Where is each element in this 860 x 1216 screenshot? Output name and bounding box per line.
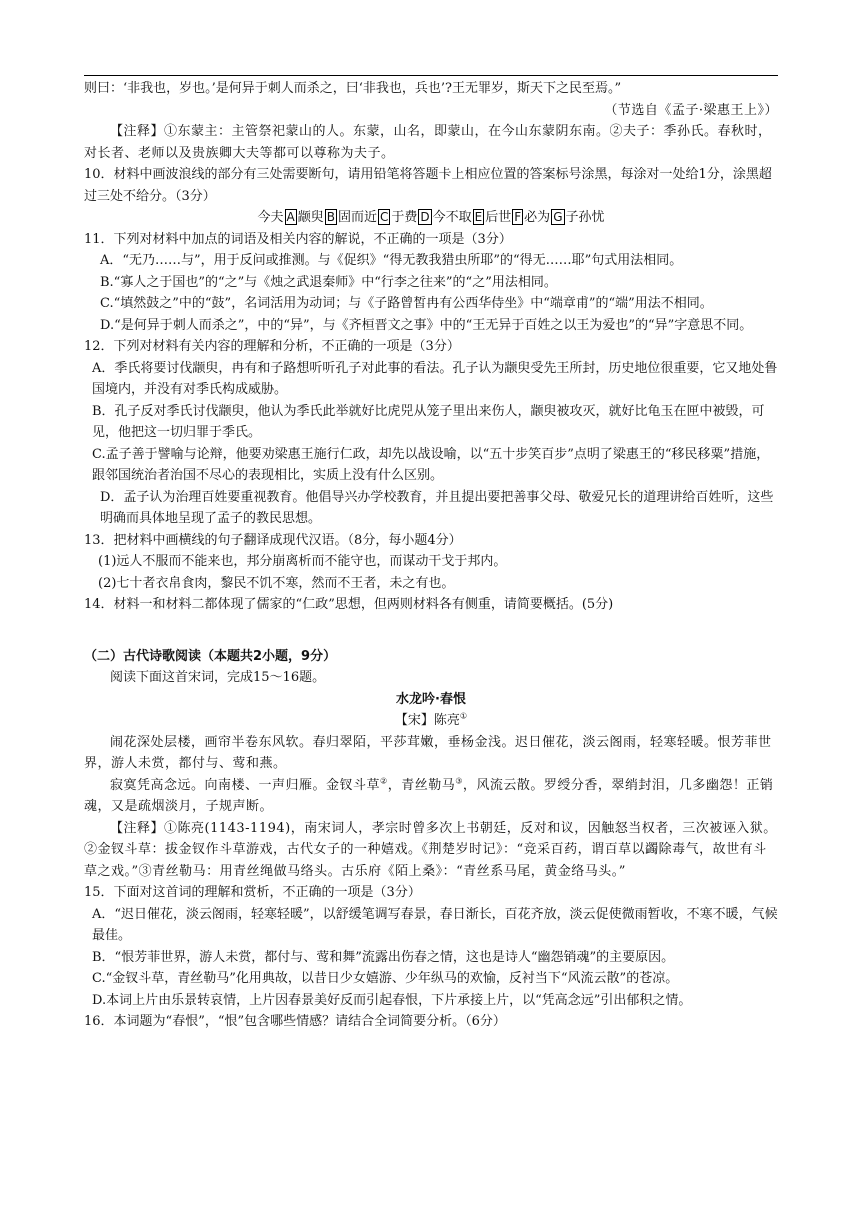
author-footnote-mark: ① [459, 711, 468, 721]
q15-option-b: B．“恨芳菲世界，游人未赏，都付与、莺和舞”流露出伤春之情，这也是诗人“幽怨销魂”的主要原因。 [92, 949, 675, 965]
poem-author [84, 710, 778, 732]
question-13-stem: 13．把材料中画横线的句子翻译成现代汉语。（8分，每小题4分） [84, 532, 462, 548]
q12-option-b: B．孔子反对季氏讨伐颛臾，他认为季氏此举就好比虎兕从笼子里出来伤人，颛臾被攻灭，就好比龟玉在匣中被毁，可见，他把这一切归罪于季氏。 [92, 403, 765, 440]
q15-option-a: A．“迟日催花，淡云阁雨，轻寒轻暖”，以舒缓笔调写春景，春日渐长，百花齐放，淡云促使微雨暂收，不寒不暖，气候最佳。 [92, 906, 778, 943]
question-14: 14．材料一和材料二都体现了儒家的“仁政”思想，但两则材料各有侧重，请简要概括。(5分) [84, 597, 614, 612]
q15-option-d: D.本词上片由乐景转哀情，上片因春景美好反而引起春恨，下片承接上片，以“凭高念远”引出郁积之情。 [92, 992, 692, 1008]
question-11-stem: 11．下列对材料中加点的词语及相关内容的解说，不正确的一项是（3分） [84, 231, 512, 247]
q10-mark-g[interactable]: G [553, 210, 563, 224]
q10-mark-f[interactable]: F [514, 210, 522, 224]
stanza2-part-c: ，风流云散。罗绶分香，翠绡封泪，几多幽怨！正销魂，又是疏烟淡月，子规声断。 [84, 777, 774, 814]
stanza2-part-a: 寂寞凭高念远。向南楼、一声归雁。金钗斗草 [110, 777, 381, 793]
q10-seg-3: 于费 [391, 210, 418, 225]
q12-option-d: D．孟子认为治理百姓要重视教育。他倡导兴办学校教育，并且提出要把善事父母、敬爱兄长的道理讲给百姓听，这些明确而具体地呈现了孟子的教民思想。 [100, 489, 774, 526]
q10-mark-b[interactable]: B [326, 210, 335, 224]
q10-seg-5: 后世 [485, 210, 512, 225]
question-16: 16．本词题为“春恨”，“恨”包含哪些情感？请结合全词简要分析。（6分） [84, 1014, 506, 1029]
q10-mark-e[interactable]: E [474, 210, 483, 224]
q10-mark-d[interactable]: D [420, 210, 430, 224]
spacer [84, 616, 778, 646]
q10-seg-2: 固而近 [337, 210, 377, 225]
question-15-stem: 15．下面对这首词的理解和赏析，不正确的一项是（3分） [84, 885, 421, 900]
q15-option-c: C.“金钗斗草，青丝勒马”化用典故，以昔日少女嬉游、少年纵马的欢愉，反衬当下“风流云散”的苍凉。 [92, 971, 679, 986]
q13-item-2: (2)七十者衣帛食肉，黎民不饥不寒，然而不王者，未之有也。 [98, 575, 455, 591]
q13-item-1: (1)远人不服而不能来也，邦分崩离析而不能守也，而谋动干戈于邦内。 [98, 554, 507, 569]
q10-seg-4: 今不取 [432, 210, 472, 225]
page-content [84, 78, 778, 1033]
poem-notes: 【注释】①陈亮(1143-1194)，南宋词人，孝宗时曾多次上书朝廷，反对和议，因触怒当权者，三次被诬入狱。②金钗斗草：拔金钗作斗草游戏，古代女子的一种嬉戏。《荆楚岁时记》：“竞采百药，谓百草以蠲除毒气，故世有斗草之戏。”③青丝勒马：用青丝绳做马络头。古乐府《陌上桑》：“青丝系马尾，黄金络马头。” [84, 820, 777, 879]
footnote-mark-3: ③ [455, 776, 463, 786]
stanza2-part-b: ，青丝勒马 [387, 777, 456, 793]
author-label: 【宋】陈亮 [394, 713, 460, 728]
top-rule [84, 75, 778, 76]
question-10-stem: 10．材料中画波浪线的部分有三处需要断句，请用铅笔将答题卡上相应位置的答案标号涂黑，每涂对一处给1分，涂黑超过三处不给分。（3分） [84, 167, 772, 204]
poem-stanza-1: 闹花深处层楼，画帘半卷东风软。春归翠陌，平莎茸嫩，垂杨金浅。迟日催花，淡云阁雨，轻寒轻暖。恨芳菲世界，游人未赏，都付与、莺和燕。 [84, 734, 772, 771]
q10-seg-0: 今夫 [257, 210, 284, 225]
q10-mark-a[interactable]: A [286, 210, 295, 224]
q10-seg-1: 颛臾 [297, 210, 324, 225]
q10-seg-6: 必为 [524, 210, 551, 225]
q12-option-a: A．季氏将要讨伐颛臾，冉有和子路想听听孔子对此事的看法。孔子认为颛臾受先王所封，历史地位很重要，它又地处鲁国境内，并没有对季氏构成威胁。 [92, 360, 778, 397]
q10-seg-7: 子孙忧 [565, 210, 605, 225]
quote-line: 则曰：‘非我也，岁也。’是何异于刺人而杀之，曰‘非我也，兵也’?王无罪岁，斯天下之民至焉。” [84, 81, 622, 96]
q10-segment-line [84, 207, 778, 229]
poem-stanza-2 [84, 775, 778, 818]
section-heading: （二）古代诗歌阅读（本题共2小题，9分） [84, 648, 337, 664]
poem-title: 水龙吟·春恨 [396, 691, 466, 707]
q10-mark-c[interactable]: C [379, 210, 389, 224]
section-instruction: 阅读下面这首宋词，完成15～16题。 [110, 670, 326, 685]
annotation-paragraph: 【注释】①东蒙主：主管祭祀蒙山的人。东蒙，山名，即蒙山，在今山东蒙阴东南。②夫子：季孙氏。春秋时，对长者、老师以及贵族卿大夫等都可以尊称为夫子。 [84, 124, 772, 161]
source-citation: （节选自《孟子·梁惠王上》） [604, 102, 778, 118]
footnote-mark-2: ② [380, 776, 388, 786]
q11-option-d: D.“是何异于刺人而杀之”，中的“异”，与《齐桓晋文之事》中的“王无异于百姓之以王为爱也”的“异”字意思不同。 [100, 317, 753, 333]
q11-option-c: C.“填然鼓之”中的“鼓”，名词活用为动词；与《子路曾皙冉有公西华侍坐》中“端章甫”的“端”用法不相同。 [100, 296, 713, 311]
q11-option-a: A．“无乃……与”，用于反问或推测。与《促织》“得无教我猎虫所耶”的“得无……耶”句式用法相同。 [100, 253, 683, 268]
q11-option-b: B.“寡人之于国也”的“之”与《烛之武退秦师》中“行李之往来”的“之”用法相同。 [100, 274, 557, 290]
question-12-stem: 12．下列对材料有关内容的理解和分析，不正确的一项是（3分） [84, 339, 460, 354]
q12-option-c: C.孟子善于譬喻与论辩，他要劝梁惠王施行仁政，却先以战设喻，以“五十步笑百步”点明了梁惠王的“移民移粟”措施，跟邻国统治者治国不尽心的表现相比，实质上没有什么区别。 [92, 446, 770, 483]
